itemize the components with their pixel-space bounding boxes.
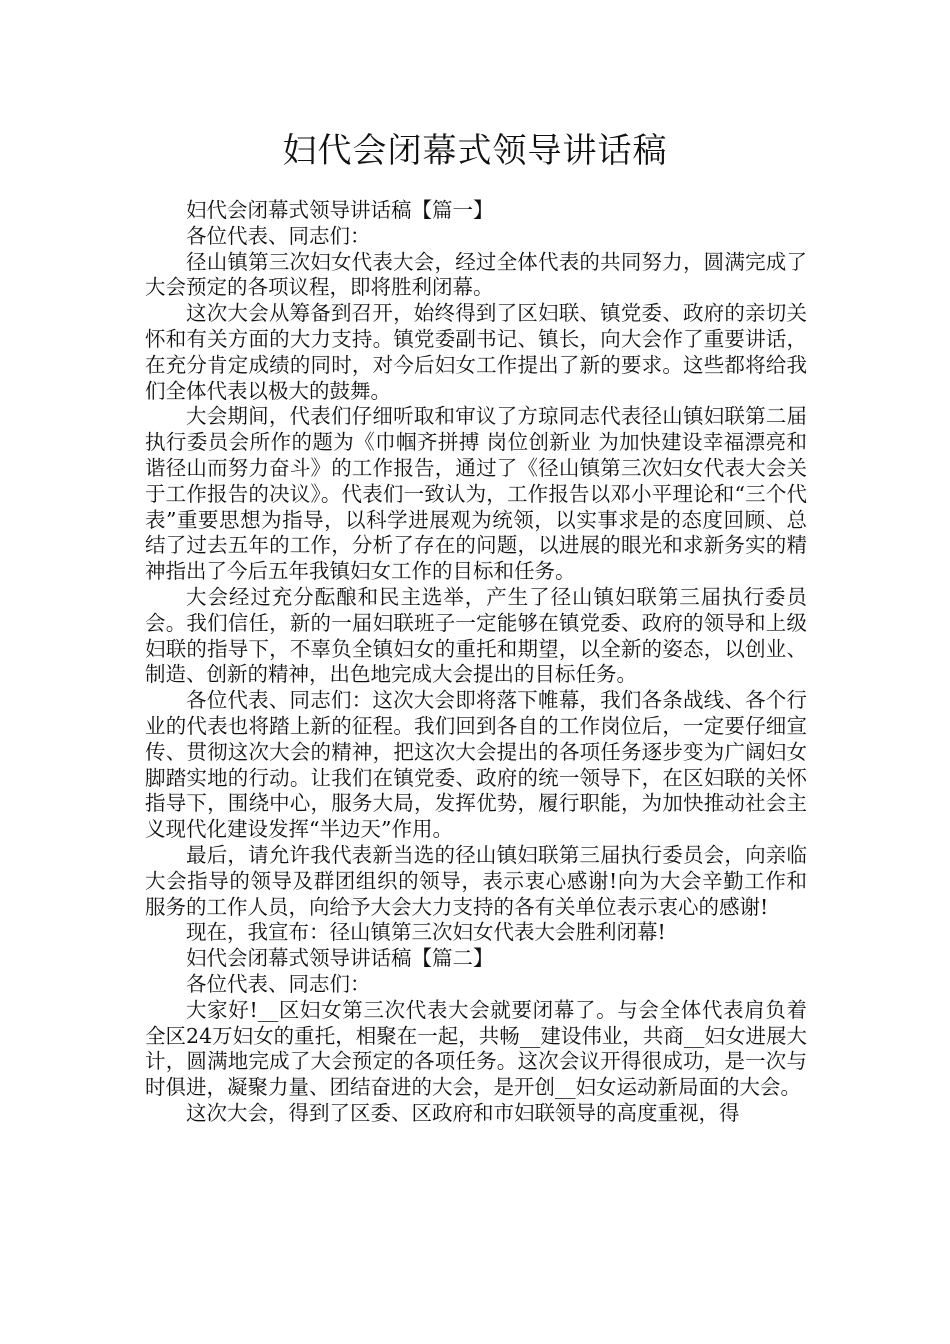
paragraph: 各位代表、同志们：这次大会即将落下帷幕，我们各条战线、各个行业的代表也将踏上新的征程。我们回到各自的工作岗位后，一定要仔细宣传、贯彻这次大会的精神，把这次大会提出的各项任务逐步变为广阔妇女脚踏实地的行动。让我们在镇党委、政府的统一领导下，在区妇联的关怀指导下，围绕中心，服务大局，发挥优势，履行职能，为加快推动社会主义现代化建设发挥“半边天”作用。 (145, 688, 807, 842)
document-body (145, 198, 807, 1127)
paragraph: 大家好!__区妇女第三次代表大会就要闭幕了。与会全体代表肩负着全区24万妇女的重托，相聚在一起，共畅__建设伟业，共商__妇女进展大计，圆满地完成了大会预定的各项任务。这次会议开得很成功，是一次与时俱进，凝聚力量、团结奋进的大会，是开创__妇女运动新局面的大会。 (145, 997, 807, 1100)
document-title: 妇代会闭幕式领导讲话稿 (282, 131, 668, 171)
paragraph: 现在，我宣布：径山镇第三次妇女代表大会胜利闭幕! (186, 920, 666, 945)
paragraph: 这次大会，得到了区委、区政府和市妇联领导的高度重视，得 (186, 1100, 740, 1125)
salutation: 各位代表、同志们： (186, 971, 371, 996)
paragraph: 最后，请允许我代表新当选的径山镇妇联第三届执行委员会，向亲临大会指导的领导及群团组织的领导，表示衷心感谢!向为大会辛勤工作和服务的工作人员，向给予大会大力支持的各有关单位表示衷心的感谢! (145, 842, 807, 919)
paragraph: 这次大会从筹备到召开，始终得到了区妇联、镇党委、政府的亲切关怀和有关方面的大力支持。镇党委副书记、镇长，向大会作了重要讲话，在充分肯定成绩的同时，对今后妇女工作提出了新的要求。这些都将给我们全体代表以极大的鼓舞。 (145, 301, 807, 403)
section-heading-2: 妇代会闭幕式领导讲话稿【篇二】 (186, 946, 494, 971)
section-heading-1: 妇代会闭幕式领导讲话稿【篇一】 (186, 198, 494, 222)
salutation: 各位代表、同志们： (186, 223, 371, 248)
paragraph: 大会期间，代表们仔细听取和审议了方琼同志代表径山镇妇联第二届执行委员会所作的题为《巾帼齐拼搏 岗位创新业 为加快建设幸福漂亮和谐径山而努力奋斗》的工作报告，通过了《径山镇第三次妇女代表大会关于工作报告的决议》。代表们一致认为，工作报告以邓小平理论和“三个代表”重要思想为指导，以科学进展观为统领，以实事求是的态度回顾、总结了过去五年的工作，分析了存在的问题，以进展的眼光和求新务实的精神指出了今后五年我镇妇女工作的目标和任务。 (145, 404, 807, 584)
paragraph: 径山镇第三次妇女代表大会，经过全体代表的共同努力，圆满完成了大会预定的各项议程，即将胜利闭幕。 (145, 249, 807, 300)
paragraph: 大会经过充分酝酿和民主选举，产生了径山镇妇联第三届执行委员会。我们信任，新的一届妇联班子一定能够在镇党委、政府的领导和上级妇联的指导下，不辜负全镇妇女的重托和期望，以全新的姿态，以创业、制造、创新的精神，出色地完成大会提出的目标任务。 (145, 584, 807, 687)
